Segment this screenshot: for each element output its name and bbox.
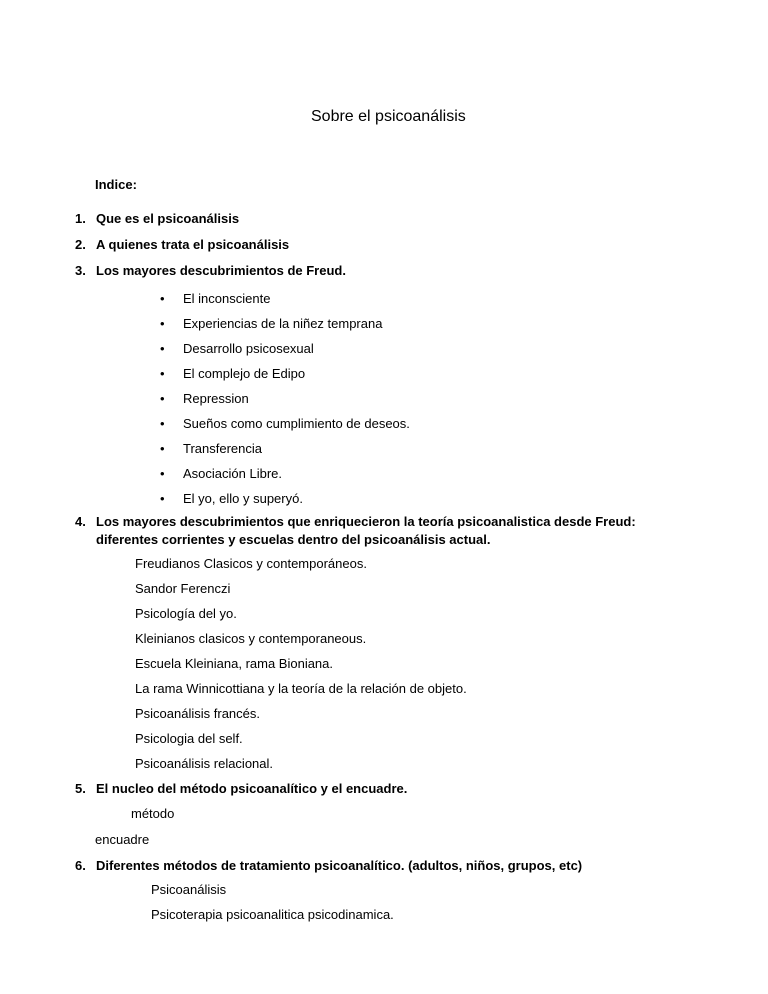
list-item: Transferencia (183, 441, 262, 456)
section-number: 1. (75, 211, 86, 226)
page-title: Sobre el psicoanálisis (311, 108, 466, 125)
list-item: Asociación Libre. (183, 466, 282, 481)
list-item: El complejo de Edipo (183, 366, 306, 381)
list-item: El yo, ello y superyó. (183, 491, 303, 506)
section-number: 5. (75, 781, 86, 796)
list-item: Desarrollo psicosexual (183, 341, 314, 356)
list-item: Psicoanálisis (151, 882, 227, 897)
list-item: Psicología del yo. (135, 606, 237, 621)
list-item: encuadre (95, 832, 150, 847)
section-heading: Los mayores descubrimientos que enriquecieron la teoría psicoanalistica desde Freud: (96, 514, 636, 529)
section-heading: Diferentes métodos de tratamiento psicoanalítico. (adultos, niños, grupos, etc) (96, 858, 583, 873)
list-item: Experiencias de la niñez temprana (183, 316, 383, 331)
list-item: Sueños como cumplimiento de deseos. (183, 416, 410, 431)
bullet-icon: • (160, 291, 165, 306)
list-item: El inconsciente (183, 291, 271, 306)
list-item: Freudianos Clasicos y contemporáneos. (135, 556, 367, 571)
section-heading-continued: diferentes corrientes y escuelas dentro del psicoanálisis actual. (96, 532, 491, 547)
section-number: 2. (75, 237, 86, 252)
list-item: La rama Winnicottiana y la teoría de la relación de objeto. (135, 681, 467, 696)
section-heading: Los mayores descubrimientos de Freud. (96, 263, 346, 278)
section-heading: El nucleo del método psicoanalítico y el encuadre. (96, 781, 408, 796)
bullet-icon: • (160, 441, 165, 456)
bullet-icon: • (160, 391, 165, 406)
bullet-icon: • (160, 416, 165, 431)
section-number: 3. (75, 263, 86, 278)
list-item: Psicoanálisis relacional. (135, 756, 274, 771)
bullet-icon: • (160, 316, 165, 331)
list-item: Kleinianos clasicos y contemporaneous. (135, 631, 367, 646)
list-item: Repression (183, 391, 249, 406)
list-item: Psicoanálisis francés. (135, 706, 260, 721)
bullet-icon: • (160, 466, 165, 481)
section-number: 4. (75, 514, 86, 529)
list-item: Psicoterapia psicoanalitica psicodinamica. (151, 907, 394, 922)
list-item: Psicologia del self. (135, 731, 243, 746)
bullet-icon: • (160, 491, 165, 506)
section-heading: A quienes trata el psicoanálisis (96, 237, 290, 252)
bullet-icon: • (160, 366, 165, 381)
section-heading: Que es el psicoanálisis (96, 211, 240, 226)
bullet-icon: • (160, 341, 165, 356)
index-label: Indice: (95, 177, 137, 192)
list-item: Escuela Kleiniana, rama Bioniana. (135, 656, 334, 671)
list-item: método (131, 806, 175, 821)
section-number: 6. (75, 858, 86, 873)
list-item: Sandor Ferenczi (135, 581, 231, 596)
